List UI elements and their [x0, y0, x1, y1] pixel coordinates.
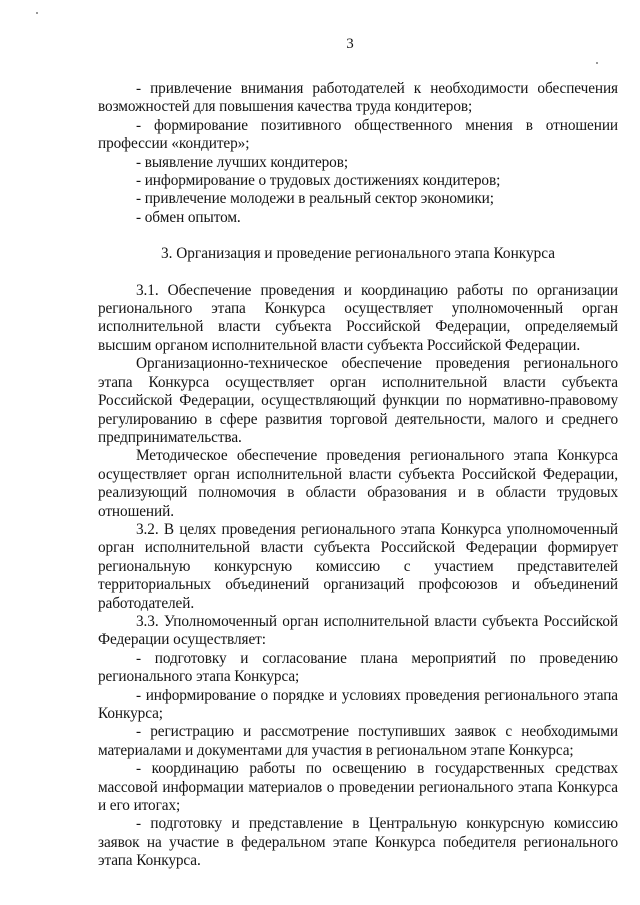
intro-bullet: - формирование позитивного общественного мнения в отношении профессии «кондитер»; [98, 116, 618, 153]
page-number: 3 [346, 36, 354, 52]
duty-item: - информирование о порядке и условиях проведения регионального этапа Конкурса; [98, 686, 618, 722]
duty-item: - координацию работы по освещению в государственных средствах массовой информации материалов о проведении регионального этапа Конкурса и его итогах; [98, 760, 618, 815]
duty-item: - подготовку и представление в Центральную конкурсную комиссию заявок на участие в федеральном этапе Конкурса победителя регионального этапа Конкурса. [98, 815, 618, 870]
intro-bullet: - выявление лучших кондитеров; [136, 153, 349, 171]
scan-speck [596, 62, 598, 64]
section-heading: 3. Организация и проведение регионального этапа Конкурса [160, 245, 556, 263]
document-body [98, 80, 618, 871]
section-paragraph: Методическое обеспечение проведения регионального этапа Конкурса осуществляет орган исполнительной власти субъекта Российской Федерации, реализующий полномочия в области образования и в области трудовых отношений. [98, 447, 618, 520]
section-paragraph: 3.2. В целях проведения регионального этапа Конкурса уполномоченный орган исполнительной власти субъекта Российской Федерации формирует региональную конкурсную комиссию с участием представителей территориальных объединений организаций профсоюзов и объединений работодателей. [98, 520, 618, 612]
section-paragraph: Организационно-техническое обеспечение проведения регионального этапа Конкурса осуществляет орган исполнительной власти субъекта Российской Федерации, осуществляющий функции по нормативно-правовому регулированию в сфере развития торговой деятельности, малого и среднего предпринимательства. [98, 355, 618, 446]
section-paragraph: 3.3. Уполномоченный орган исполнительной власти субъекта Российской Федерации осуществляет: [98, 612, 618, 649]
intro-bullet: - обмен опытом. [136, 208, 241, 226]
intro-bullet: - привлечение внимания работодателей к необходимости обеспечения возможностей для повышения качества труда кондитеров; [98, 80, 618, 116]
duty-item: - подготовку и согласование плана мероприятий по проведению регионального этапа Конкурса; [98, 649, 618, 686]
duty-item: - регистрацию и рассмотрение поступивших заявок с необходимыми материалами и документами для участия в региональном этапе Конкурса; [98, 723, 618, 759]
intro-bullet: - информирование о трудовых достижениях кондитеров; [136, 172, 501, 190]
intro-bullet: - привлечение молодежи в реальный сектор экономики; [136, 190, 494, 208]
scan-speck [36, 12, 38, 14]
section-paragraph: 3.1. Обеспечение проведения и координацию работы по организации регионального этапа Конкурса осуществляет уполномоченный орган исполнительной власти субъекта Российской Федерации, определяемый высшим органом исполнительной власти субъекта Российской Федерации. [98, 281, 618, 354]
